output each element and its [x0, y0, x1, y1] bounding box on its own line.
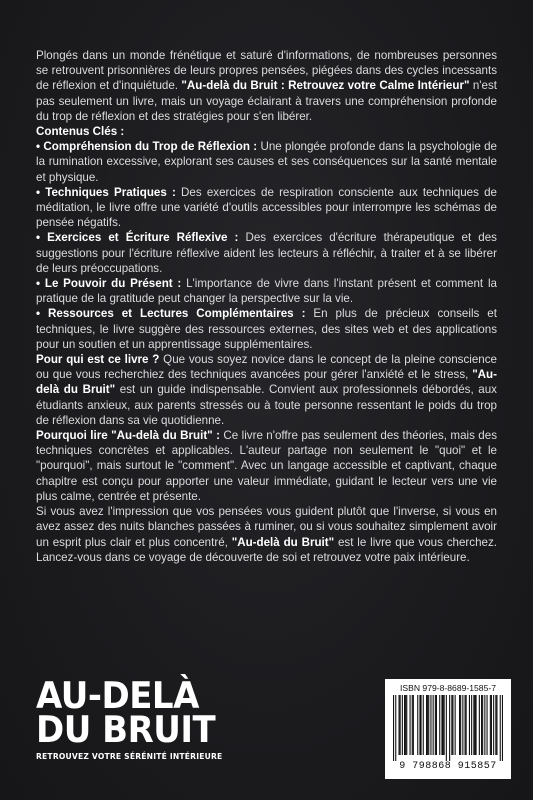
bullet-marker: • — [36, 277, 41, 291]
why-label: Pourquoi lire "Au-delà du Bruit" : — [36, 429, 220, 443]
barcode-bar — [427, 695, 428, 755]
contents-item-text: Des exercices d'écriture thérapeutique et des suggestions pour l'écriture réflexive aident les lecteurs à réfléchir, à traiter et à se libérer de leurs préoccupations. — [36, 231, 497, 275]
barcode-bar — [449, 695, 450, 761]
intro-book-title: "Au-delà du Bruit : Retrouvez votre Calme Intérieur" — [181, 79, 470, 93]
contents-item — [36, 139, 497, 185]
brand-title-line1: AU-DELÀ — [36, 674, 199, 718]
barcode-bar — [430, 695, 431, 755]
contents-item-label: Exercices et Écriture Réflexive : — [47, 231, 239, 245]
barcode-bar — [436, 695, 437, 755]
contents-item-label: Le Pouvoir du Présent : — [44, 277, 182, 291]
barcode-bar — [395, 695, 396, 761]
barcode-bar — [404, 695, 405, 755]
bullet-marker: • — [36, 140, 41, 154]
barcode-bar — [469, 695, 470, 755]
brand-subtitle: RETROUVEZ VOTRE SÉRÉNITÉ INTÉRIEURE — [36, 752, 223, 761]
barcode-bar — [482, 695, 483, 755]
barcode-bar — [487, 695, 488, 755]
contents-item-text: Une plongée profonde dans la psychologie de la rumination excessive, explorant ses causes et ses conséquences sur la santé mentale et physique. — [36, 140, 497, 184]
barcode-bar — [459, 695, 460, 755]
why-text: Ce livre n'offre pas seulement des théories, mais des techniques concrètes et applicables. L'auteur partage non seulement le "quoi" et le "pourquoi", mais surtout le "comment". Avec un langage accessible et captivant, chaque chapitre est conçu pour apporter une valeur immédiate, guidant le lecteur vers une vie plus calme, centrée et présente. — [36, 429, 497, 503]
barcode-bar — [444, 695, 445, 755]
barcode-bar — [493, 695, 494, 755]
barcode-bar — [441, 695, 442, 755]
audience-paragraph — [36, 352, 497, 428]
barcode-bar — [393, 695, 394, 761]
barcode-bar — [412, 695, 413, 755]
barcode-bar — [433, 695, 434, 755]
contents-item-text: L'importance de vivre dans l'instant présent et comment la pratique de la gratitude peut changer la perspective sur la vie. — [36, 277, 497, 306]
barcode-bars — [391, 695, 505, 761]
barcode-bar — [452, 695, 453, 755]
barcode-bar — [490, 695, 491, 755]
barcode-bar — [419, 695, 420, 755]
barcode-bar — [496, 695, 497, 755]
barcode-bar — [500, 695, 501, 761]
audience-book-title: "Au-delà du Bruit" — [36, 368, 497, 397]
barcode-bar — [484, 695, 485, 755]
why-paragraph — [36, 428, 497, 504]
barcode-bar — [399, 695, 400, 755]
audience-text-b: est un guide indispensable. Convient aux professionnels débordés, aux étudiants anxieux, aux parents stressés ou à toute personne ressentant le poids du trop de réflexion dans sa vie quotidienne. — [36, 383, 497, 427]
barcode-bar — [460, 695, 461, 755]
barcode-bar — [421, 695, 422, 755]
barcode-bar — [435, 695, 436, 755]
isbn-label: ISBN 979-8-8689-1585-7 — [399, 683, 497, 693]
barcode-bar — [481, 695, 482, 755]
description-text — [36, 48, 497, 565]
barcode-bar — [479, 695, 480, 755]
contents-item-text: Des exercices de respiration consciente aux techniques de méditation, le livre offre une variété d'outils accessibles pour interrompre les schémas de pensée négatifs. — [36, 185, 497, 230]
contents-item-label: Techniques Pratiques : — [45, 185, 176, 199]
barcode-bar — [451, 695, 452, 755]
barcode-bar — [502, 695, 503, 761]
barcode-bar — [439, 695, 440, 755]
contents-heading: Contenus Clés : — [36, 125, 125, 139]
intro-paragraph — [36, 48, 497, 124]
brand-logo — [36, 674, 246, 761]
intro-text-b: n'est pas seulement un livre, mais un voyage éclairant à travers une compréhension profonde du trop de réflexion et des stratégies pour s'en libérer. — [36, 79, 497, 123]
barcode-bar — [476, 695, 477, 755]
barcode-bar — [491, 695, 492, 755]
closing-paragraph — [36, 504, 497, 565]
barcode-bar — [465, 695, 466, 755]
barcode-bar — [426, 695, 427, 755]
barcode-bar — [446, 695, 447, 761]
brand-title-line2: DU BRUIT — [36, 708, 216, 752]
barcode-bar — [455, 695, 456, 755]
bullet-marker: • — [36, 185, 41, 199]
barcode-bar — [473, 695, 474, 755]
intro-text-a: Plongés dans un monde frénétique et saturé d'informations, de nombreuses personnes se retrouvent prisonnières de leurs propres pensées, piégées dans des cycles incessants de réflexion et d'inquiétude. — [36, 49, 497, 93]
barcode-bar — [443, 695, 444, 755]
barcode-digits: 9 798868 915857 — [399, 761, 497, 772]
barcode-bar — [474, 695, 475, 755]
contents-item — [36, 306, 497, 352]
barcode-bar — [410, 695, 411, 755]
barcode-bar — [495, 695, 496, 755]
barcode-bar — [406, 695, 407, 755]
bullet-marker: • — [36, 231, 41, 245]
barcode-bar — [417, 695, 418, 755]
contents-item — [36, 276, 497, 306]
closing-text-a: Si vous avez l'impression que vos pensées vous guident plutôt que l'inverse, si vous en avez assez des nuits blanches passées à ruminer, ou si vous souhaitez simplement avoir un esprit plus clair et plus concentré, — [36, 505, 497, 549]
audience-label: Pour qui est ce livre ? — [36, 353, 160, 367]
isbn-barcode — [385, 679, 511, 779]
contents-item-text: En plus de précieux conseils et techniques, le livre suggère des ressources externes, des sites web et des applications pour un soutien et un apprentissage supplémentaires. — [36, 307, 497, 351]
barcode-bar — [402, 695, 403, 755]
barcode-bar — [400, 695, 401, 755]
closing-book-title: "Au-delà du Bruit" — [231, 535, 335, 549]
contents-item — [36, 230, 497, 276]
barcode-bar — [413, 695, 414, 755]
barcode-bar — [471, 695, 472, 755]
audience-text-a: Que vous soyez novice dans le concept de la pleine conscience ou que vous recherchiez des techniques avancées pour gérer l'anxiété et le stress, — [36, 353, 497, 382]
barcode-bar — [405, 695, 406, 755]
barcode-bar — [462, 695, 463, 755]
bullet-marker: • — [36, 307, 41, 321]
contents-item — [36, 185, 497, 231]
contents-item-label: Ressources et Lectures Complémentaires : — [48, 307, 306, 321]
barcode-bar — [423, 695, 424, 755]
contents-item-label: Compréhension du Trop de Réflexion : — [43, 140, 258, 154]
closing-text-b: est le livre que vous cherchez. Lancez-vous dans ce voyage de découverte de soi et retrouvez votre paix intérieure. — [36, 535, 497, 564]
barcode-bar — [428, 695, 429, 755]
barcode-bar — [466, 695, 467, 755]
